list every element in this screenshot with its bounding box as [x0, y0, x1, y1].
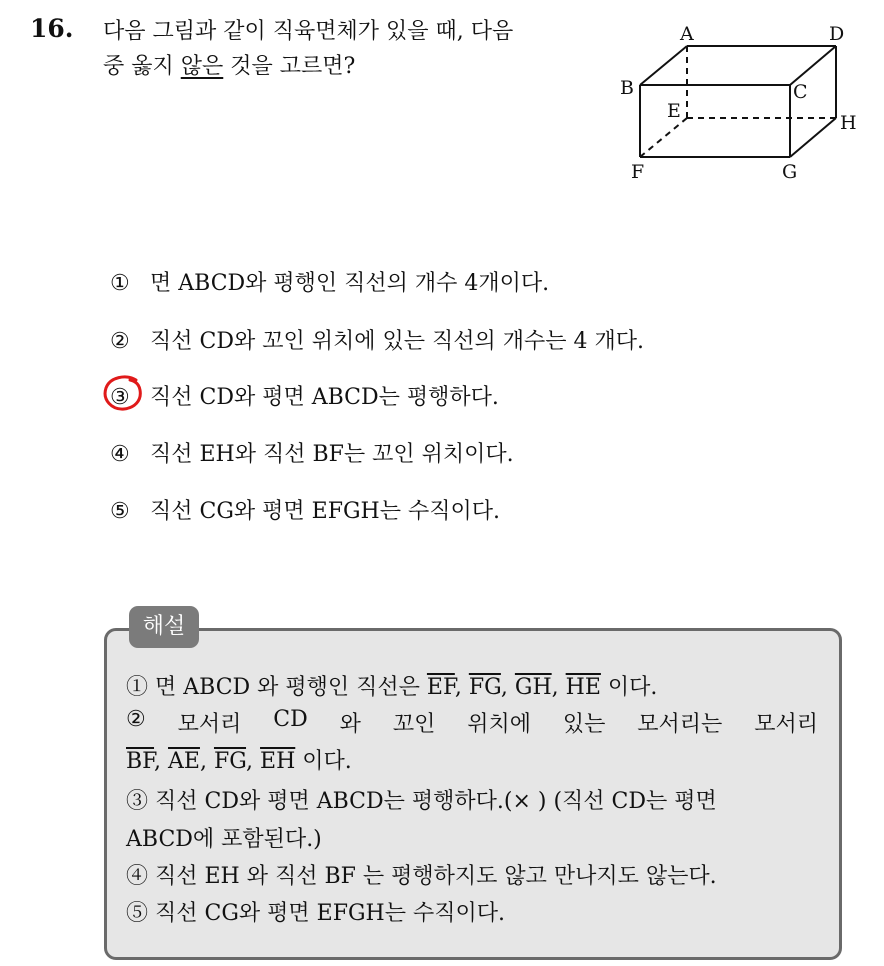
question-number: 16. — [30, 14, 74, 43]
choice-4-text: 직선 EH와 직선 BF는 꼬인 위치이다. — [150, 442, 514, 467]
explanation-line-2-word: ② — [126, 707, 146, 732]
segment-he: $\overline{HE}$ — [565, 675, 601, 700]
question-line-2-pre: 중 옳지 — [103, 54, 181, 79]
choice-3-text: 직선 CD와 평면 ABCD는 평행하다. — [150, 385, 499, 410]
explanation-line-2-word: 있는 — [562, 712, 606, 737]
segment-fg-2: $\overline{FG}$ — [213, 749, 247, 774]
explanation-line-5: ABCD에 포함된다.) — [126, 827, 322, 852]
label-D: D — [829, 23, 845, 45]
explanation-line-1: ① 면 ABCD 와 평행인 직선은 $\overline{EF}$, $\overline{FG}$, $\overline{GH}$, $\overline{HE}$ 이다. — [126, 675, 658, 700]
choice-3[interactable] — [110, 380, 499, 411]
hidden-edge-EF — [640, 118, 687, 157]
explanation-line-3-end: 이다. — [295, 749, 352, 774]
explanation-line-2-word: CD — [273, 707, 308, 732]
explanation-line-2 — [126, 707, 818, 738]
edge-GH — [790, 118, 836, 157]
explanation-line-2-word: 모서리 — [754, 712, 818, 737]
choice-5[interactable] — [110, 494, 500, 525]
label-H: H — [840, 112, 857, 134]
explanation-line-4: ③ 직선 CD와 평면 ABCD는 평행하다.(× ) (직선 CD는 평면 — [126, 789, 717, 814]
question-line-2 — [103, 49, 593, 84]
question-line-1: 다음 그림과 같이 직육면체가 있을 때, 다음 — [103, 19, 514, 44]
explanation-line-2-word: 모서리 — [177, 712, 242, 737]
edge-CD — [790, 46, 836, 85]
choice-4[interactable] — [110, 437, 514, 468]
explanation-line-3: $\overline{BF}$, $\overline{AE}$, $\overline{FG}$, $\overline{EH}$ 이다. — [126, 749, 352, 774]
choice-5-number: ⑤ — [110, 499, 130, 524]
segment-ae: $\overline{AE}$ — [168, 749, 200, 774]
explanation-line-2-word: 위치에 — [467, 712, 531, 737]
cuboid-figure — [612, 22, 864, 190]
explanation-line-7: ⑤ 직선 CG와 평면 EFGH는 수직이다. — [126, 901, 505, 926]
explanation-line-2-word: 모서리는 — [637, 712, 723, 737]
question-text — [103, 14, 593, 84]
label-F: F — [631, 161, 645, 183]
answer-circle-mark — [102, 374, 146, 414]
choice-2-number: ② — [110, 329, 130, 354]
explanation-line-1-end: 이다. — [600, 675, 658, 700]
label-A: A — [680, 23, 694, 45]
explanation-line-1-text: ① 면 ABCD 와 평행인 직선은 — [126, 675, 427, 700]
label-C: C — [793, 81, 808, 103]
explanation-line-6: ④ 직선 EH 와 직선 BF 는 평행하지도 않고 만나지도 않는다. — [126, 864, 717, 889]
choice-3-number: ③ — [110, 385, 130, 410]
label-B: B — [620, 77, 634, 99]
explanation-line-2-word: 와 — [339, 712, 361, 737]
segment-ef: $\overline{EF}$ — [426, 675, 455, 700]
edge-AB — [640, 46, 687, 85]
label-G: G — [782, 161, 798, 183]
choice-2[interactable] — [110, 324, 644, 355]
question-line-2-post: 것을 고르면? — [223, 54, 356, 79]
segment-fg: $\overline{FG}$ — [468, 675, 501, 700]
choice-5-text: 직선 CG와 평면 EFGH는 수직이다. — [150, 499, 500, 524]
segment-gh: $\overline{GH}$ — [514, 675, 552, 700]
underlined-word: 않은 — [180, 54, 224, 79]
segment-eh: $\overline{EH}$ — [260, 749, 296, 774]
choice-1-number: ① — [110, 271, 130, 296]
choice-1-text: 면 ABCD와 평행인 직선의 개수 4개이다. — [150, 271, 550, 296]
explanation-label: 해설 — [129, 606, 199, 648]
label-E: E — [667, 100, 681, 122]
explanation-line-2-word: 꼬인 — [392, 712, 436, 737]
choice-2-text: 직선 CD와 꼬인 위치에 있는 직선의 개수는 4 개다. — [150, 329, 644, 354]
choice-1[interactable] — [110, 266, 549, 297]
choice-4-number: ④ — [110, 442, 130, 467]
segment-bf: $\overline{BF}$ — [126, 749, 155, 774]
